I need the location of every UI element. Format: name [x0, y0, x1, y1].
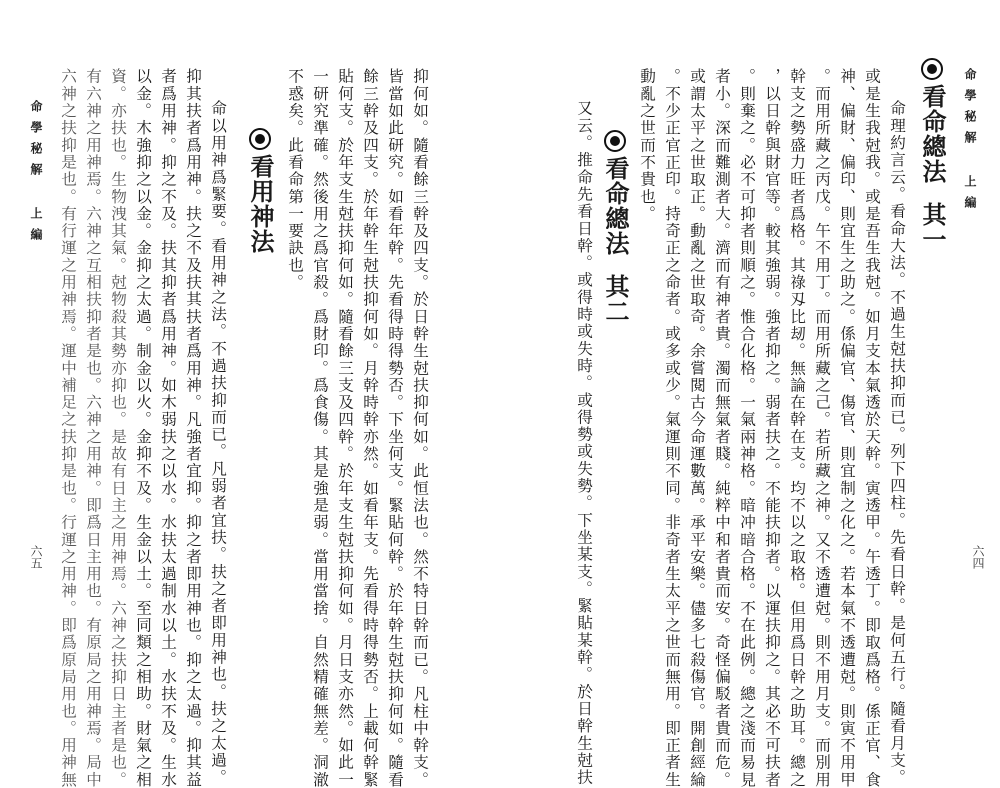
section-heading [915, 58, 950, 252]
section-title: 看命總法 [601, 156, 630, 256]
bullet-circle-icon [249, 128, 271, 150]
right-page [500, 0, 1000, 788]
text-column: 命理約言云。看命大法。不過生尅扶抑而已。列下四柱。先看日幹。是何五行。隨看月支。 [888, 100, 906, 786]
text-column: 者小。深而難測者大。濟而有神者貴。濁而無氣者賤。純粹中和者貴而安。奇怪偏駁者貴而危。 [713, 68, 731, 788]
text-column: 抑何如。隨看餘三幹及四支。於日幹生尅扶抑何如。此恒法也。然不特日幹而已。凡柱中幹支。 [411, 68, 429, 788]
text-column: 。不少正官正印。持奇正之命者。或多或少。氣運則不同。非奇者生太平之世而無用。即正者生 [663, 68, 681, 788]
text-column: 。而用所藏之丙戊。午不用丁。而用所藏之己。若所藏之神。又不透遭尅。則不用月支。而別用 [813, 68, 831, 788]
text-column: 抑其扶者爲用神。扶之不及扶其扶者爲用神。凡強者宜抑。抑之者即用神也。抑之太過。抑其益 [184, 68, 202, 788]
section-title: 看命總法 [918, 84, 947, 184]
section-heading [243, 128, 278, 254]
text-column: 又云。推命先看日幹。或得時或失時。或得勢或失勢。下坐某支。緊貼某幹。於日幹生尅扶 [575, 100, 593, 786]
bullet-circle-icon [604, 130, 626, 152]
text-column: ，以日幹與財官等。較其強弱。強者抑之。弱者扶之。不能扶抑者。以運扶抑之。其必不可扶者 [763, 68, 781, 788]
text-column: 或是生我尅我。或是吾生我尅。如月支本氣透於天幹。寅透甲。午透丁。即取爲格。係正官、食 [863, 68, 881, 788]
text-column: 餘三幹及四支。於年幹生尅扶抑何如。月幹時幹亦然。如看年支。先看得時得勢否。上載何幹緊 [361, 68, 379, 788]
text-column: 不惑矣。此看命第一要訣也。 [286, 68, 304, 291]
text-column: 或謂太平之世取正。動亂之世取奇。余嘗閱古今命運數萬。承平安樂。儘多七殺傷官。開創經綸 [688, 68, 706, 788]
page-number: 六四 [971, 545, 985, 569]
text-column: 。則棄之。必不可抑者則順之。惟合化格。一氣兩神格。暗冲暗合格。不在此例。總之淺而易見 [738, 68, 756, 788]
text-column: 神、偏財、偏印、則宜生之助之。係偏官、傷官、則宜制之化之。若本氣不透遭尅。則寅不用甲 [838, 68, 856, 788]
text-column: 動亂之世而不貴也。 [638, 68, 656, 223]
section-part: 其二 [601, 274, 630, 324]
page-number: 六五 [29, 545, 43, 569]
section-part: 其一 [918, 202, 947, 252]
text-column: 命以用神爲緊要。看用神之法。不過扶抑而已。凡弱者宜扶。扶之者即用神也。扶之太過。 [209, 100, 227, 786]
bullet-circle-icon [921, 58, 943, 80]
text-column: 六神之扶抑是也。有行運之用神焉。運中補足之扶抑是也。行運之用神。即爲原局用也。用神無 [59, 68, 77, 788]
text-column: 皆當如此研究。如看年幹。先看得時得勢否。下坐何支。緊貼何幹。於年幹生尅扶抑何如。隨看 [386, 68, 404, 788]
section-title: 看用神法 [246, 154, 275, 254]
section-heading [598, 130, 633, 324]
text-column: 者爲用神。抑之不及。扶其抑者爲用神。如木弱扶之以水。水扶太過制水以土。水扶不及。生水 [159, 68, 177, 788]
text-column: 有六神之用神焉。六神之互相扶抑者是也。六神之用神。即爲日主用也。有原局之用神焉。局中 [84, 68, 102, 788]
text-column: 一研究準確。然後用之爲官殺。爲財印。爲食傷。其是強是弱。當用當捨。自然精確無差。洞澈 [311, 68, 329, 788]
text-column: 資。亦扶也。生物洩其氣。尅物殺其勢亦抑也。是故有日主之用神焉。六神之扶抑日主者是也。 [109, 68, 127, 788]
running-head: 命學秘解 上編 [963, 68, 977, 217]
text-column: 貼何支。於年支生尅扶抑何如。隨看餘三支及四幹。於年支生尅扶抑何如。月日支亦然。如此一 [336, 68, 354, 788]
running-head: 命學秘解 上編 [29, 100, 43, 249]
text-column: 幹支之勢盛力旺者爲格。其祿刄比刼。無論在幹在支。均不以之取格。但用爲日幹之助耳。總之 [788, 68, 806, 788]
text-column: 以金。木強抑之以金。金抑之太過。制金以火。金抑不及。生金以土。至同類之相助。財氣之相 [134, 68, 152, 788]
